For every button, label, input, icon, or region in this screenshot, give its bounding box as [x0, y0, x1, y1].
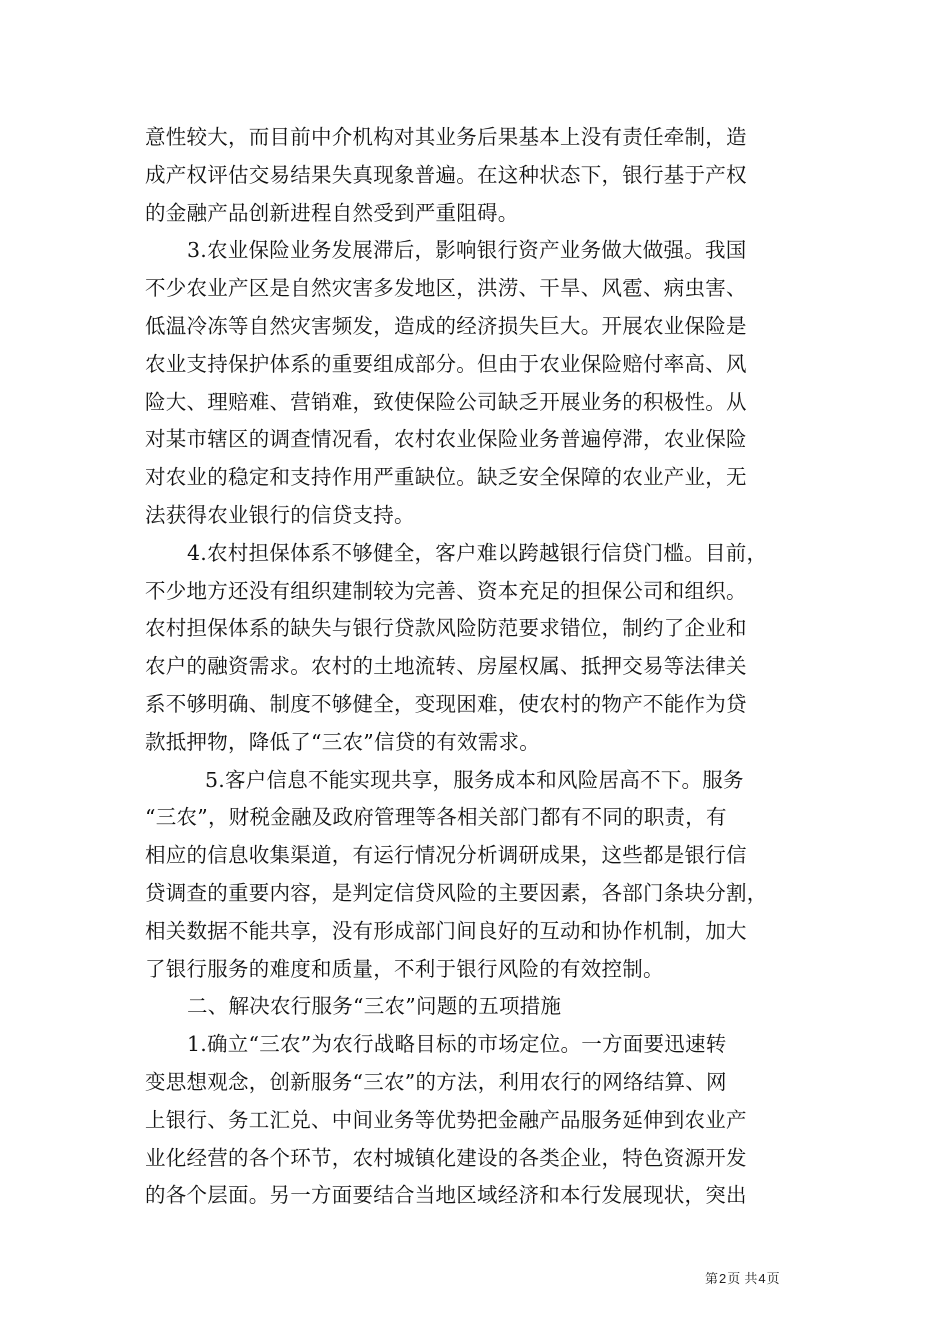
text-line: 农业支持保护体系的重要组成部分。但由于农业保险赔付率高、风 — [145, 351, 747, 376]
text-line: 农村担保体系的缺失与银行贷款风险防范要求错位，制约了企业和 — [145, 616, 747, 641]
text-line: 系不够明确、制度不够健全，变现困难，使农村的物产不能作为贷 — [145, 691, 747, 716]
text-line: 意性较大，而目前中介机构对其业务后果基本上没有责任牵制，造 — [145, 125, 747, 149]
text-line: 成产权评估交易结果失真现象普遍。在这种状态下，银行基于产权 — [145, 162, 747, 187]
page-footer — [705, 1268, 780, 1287]
text-line: 二、解决农行服务“三农”问题的五项措施 — [187, 994, 562, 1019]
current-page-number: 2 — [719, 1271, 727, 1286]
text-line: 对某市辖区的调查情况看，农村农业保险业务普遍停滞，农业保险 — [145, 427, 747, 452]
text-line: 贷调查的重要内容，是判定信贷风险的主要因素，各部门条块分割， — [145, 880, 768, 905]
text-line: 了银行服务的难度和质量，不利于银行风险的有效控制。 — [145, 956, 664, 981]
text-line: 5.客户信息不能实现共享，服务成本和风险居高不下。服务 — [205, 767, 744, 792]
total-pages-number: 4 — [758, 1271, 766, 1286]
text-line: 不少农业产区是自然灾害多发地区，洪涝、干旱、风雹、病虫害、 — [145, 276, 747, 301]
text-line: 款抵押物，降低了“三农”信贷的有效需求。 — [145, 729, 540, 754]
text-line: “三农”，财税金融及政府管理等各相关部门都有不同的职责，有 — [145, 805, 727, 830]
text-line: 业化经营的各个环节，农村城镇化建设的各类企业，特色资源开发 — [145, 1145, 747, 1170]
text-line: 的金融产品创新进程自然受到严重阻碍。 — [145, 200, 519, 225]
footer-prefix: 第 — [705, 1272, 719, 1287]
text-line: 低温冷冻等自然灾害频发，造成的经济损失巨大。开展农业保险是 — [145, 313, 747, 338]
text-line: 上银行、务工汇兑、中间业务等优势把金融产品服务延伸到农业产 — [145, 1107, 747, 1132]
text-line: 相关数据不能共享，没有形成部门间良好的互动和协作机制，加大 — [145, 918, 747, 943]
text-line: 不少地方还没有组织建制较为完善、资本充足的担保公司和组织。 — [145, 578, 747, 603]
text-line: 的各个层面。另一方面要结合当地区域经济和本行发展现状，突出 — [145, 1183, 747, 1208]
footer-middle: 页 共 — [727, 1272, 758, 1287]
text-line: 农户的融资需求。农村的土地流转、房屋权属、抵押交易等法律关 — [145, 654, 747, 679]
footer-suffix: 页 — [766, 1272, 780, 1287]
text-line: 法获得农业银行的信贷支持。 — [145, 502, 415, 527]
text-line: 1.确立“三农”为农行战略目标的市场定位。一方面要迅速转 — [187, 1032, 727, 1057]
body-text — [145, 119, 825, 1215]
text-line: 变思想观念，创新服务“三农”的方法，利用农行的网络结算、网 — [145, 1069, 727, 1094]
text-line: 相应的信息收集渠道，有运行情况分析调研成果，这些都是银行信 — [145, 843, 747, 868]
text-line: 险大、理赔难、营销难，致使保险公司缺乏开展业务的积极性。从 — [145, 389, 747, 414]
text-line: 4.农村担保体系不够健全，客户难以跨越银行信贷门槛。目前， — [187, 540, 768, 565]
text-line: 3.农业保险业务发展滞后，影响银行资产业务做大做强。我国 — [187, 238, 747, 263]
text-line: 对农业的稳定和支持作用严重缺位。缺乏安全保障的农业产业，无 — [145, 465, 747, 490]
